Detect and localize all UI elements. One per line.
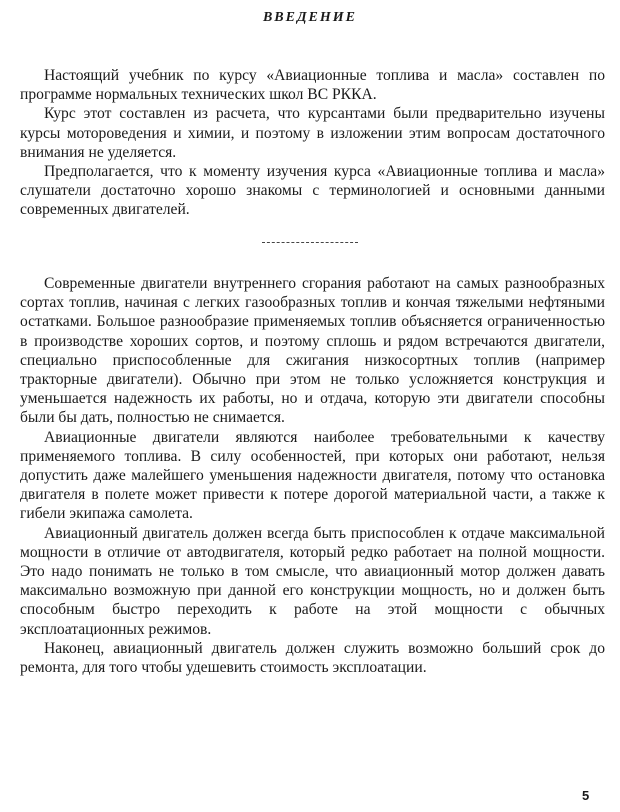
body-paragraph: Наконец, авиационный двигатель должен служить возможно больший срок до ремонта, для того чтобы удешевить стоимость эксплоатации.: [20, 639, 605, 677]
section-heading: ВВЕДЕНИЕ: [262, 10, 358, 25]
body-paragraph: Авиационный двигатель должен всегда быть приспособлен к отдаче максимальной мощности в отличие от автодвигателя, который редко работает на полной мощности. Это надо понимать не только в том смысле, что авиационный мотор должен давать максимально возможную при данной его конструкции мощность, но и должен быть способным быстро переходить к работе на этой мощности с обычных эксплоатационных режимов.: [20, 524, 605, 638]
body-paragraph: Авиационные двигатели являются наиболее требовательными к качеству применяемого топлива. В силу особенностей, при которых они работают, нельзя допустить даже малейшего уменьшения надежности двигателя, потому что остановка двигателя в полете может привести к потере дорогой материальной части, а также к гибели экипажа самолета.: [20, 428, 605, 523]
page-number: 5: [582, 788, 590, 803]
intro-paragraph: Предполагается, что к моменту изучения курса «Авиационные топлива и масла» слушатели достаточно хорошо знакомы с терминологией и основными данными современных двигателей.: [20, 163, 605, 219]
main-text-block: [20, 274, 605, 677]
intro-paragraph: Курс этот составлен из расчета, что курсантами были предварительно изучены курсы мотороведения и химии, и поэтому в изложении этим вопросам достаточного внимания не уделяется.: [20, 105, 605, 161]
intro-paragraph: Настоящий учебник по курсу «Авиационные топлива и масла» составлен по программе нормальных технических школ ВС РККА.: [20, 67, 605, 104]
intro-block: [20, 66, 605, 220]
section-divider: [262, 242, 358, 243]
body-paragraph: Современные двигатели внутреннего сгорания работают на самых разнообразных сортах топлив, начиная с легких газообразных топлив и кончая тяжелыми нефтяными остатками. Большое разнообразие применяемых топлив объясняется ограниченностью в производстве хороших сортов, и поэтому сплошь и рядом встречаются двигатели, специально приспособленные для сжигания низкосортных топлив (например тракторные двигатели). Обычно при этом не только усложняется конструкция и уменьшается надежность их работы, но и отдача, которую эти двигатели способны были бы дать, полностью не снимается.: [20, 275, 605, 427]
